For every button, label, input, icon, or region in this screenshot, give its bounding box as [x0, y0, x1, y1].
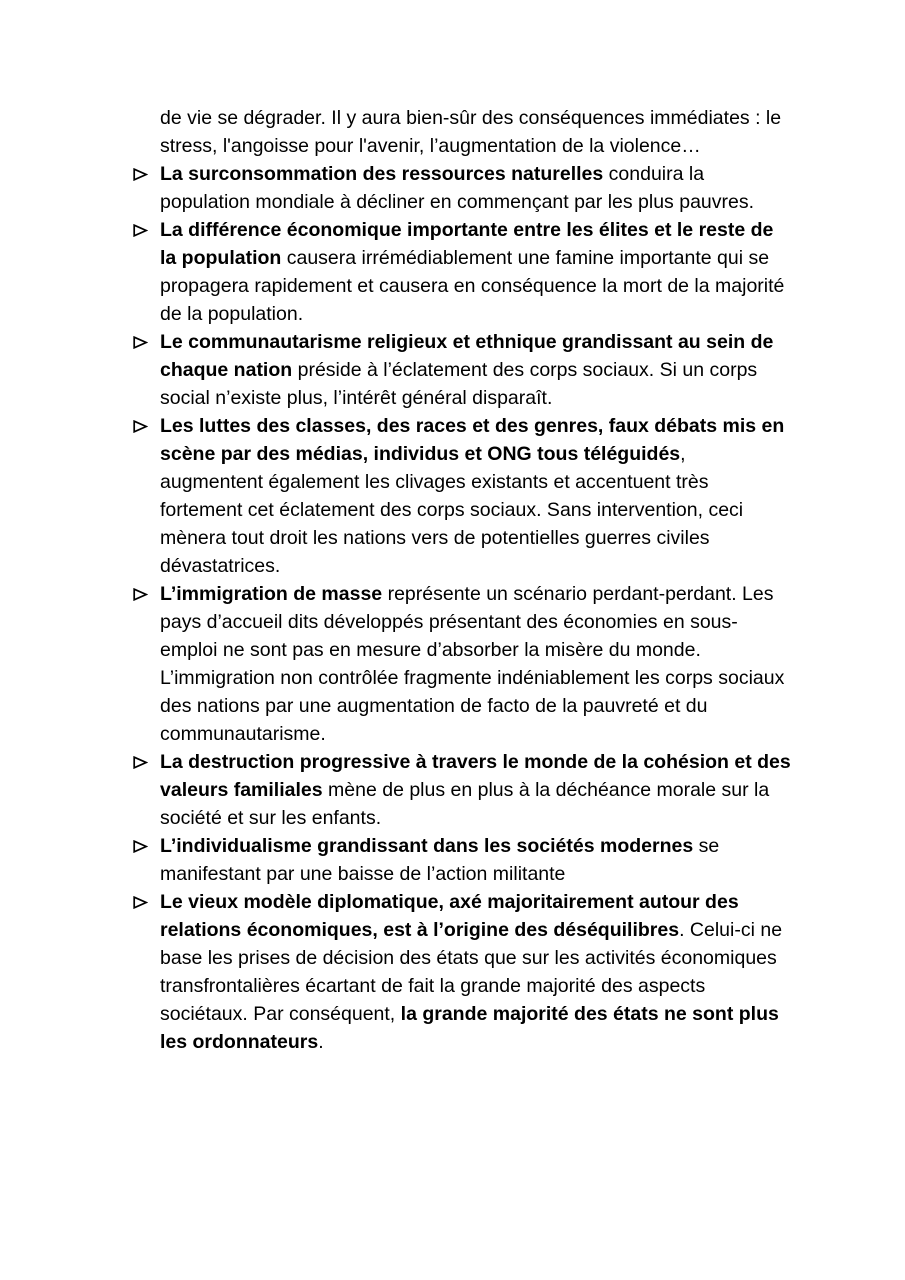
- bullet-arrow-icon: [133, 336, 148, 349]
- bold-text-run: Le communautarisme religieux et ethnique grandissant au sein de chaque nation: [160, 331, 774, 381]
- bold-text-run: L’individualisme grandissant dans les sociétés modernes: [160, 835, 694, 857]
- text-run-group: [160, 891, 782, 1053]
- text-run: causera irrémédiablement une famine importante qui se propagera rapidement et causera en conséquence la mort de la majorité de la population.: [160, 247, 785, 325]
- text-run: se manifestant par une baisse de l’action militante: [160, 835, 720, 885]
- bullet-arrow-icon: [133, 840, 148, 853]
- bold-text-run: la grande majorité des états ne sont plus les ordonnateurs: [160, 1003, 779, 1053]
- text-run: de vie se dégrader. Il y aura bien-sûr des conséquences immédiates : le stress, l'angoisse pour l'avenir, l’augmentation de la violence…: [160, 107, 782, 157]
- text-run-group: [160, 415, 784, 577]
- bullet-arrow-icon: [133, 168, 148, 181]
- bullet-arrow-icon: [133, 420, 148, 433]
- text-run: mène de plus en plus à la déchéance morale sur la société et sur les enfants.: [160, 779, 770, 829]
- bold-text-run: La différence économique importante entre les élites et le reste de la population: [160, 219, 774, 269]
- text-run-group: [160, 331, 773, 409]
- bullet-arrow-icon: [133, 896, 148, 909]
- text-run-group: [160, 163, 754, 213]
- bold-text-run: Les luttes des classes, des races et des genres, faux débats mis en scène par des médias, individus et ONG tous téléguidés: [160, 415, 785, 465]
- bullet-item: [133, 888, 793, 1056]
- content-blocks: [133, 104, 793, 1056]
- bold-text-run: La destruction progressive à travers le monde de la cohésion et des valeurs familiales: [160, 751, 791, 801]
- bullet-arrow-icon: [133, 588, 148, 601]
- bullet-item: [133, 160, 793, 216]
- text-run: conduira la population mondiale à décliner en commençant par les plus pauvres.: [160, 163, 755, 213]
- bullet-item: [133, 832, 793, 888]
- bullet-item: [133, 412, 793, 580]
- bullet-item: [133, 216, 793, 328]
- text-run: préside à l’éclatement des corps sociaux. Si un corps social n’existe plus, l’intérêt général disparaît.: [160, 359, 758, 409]
- bullet-item: [133, 748, 793, 832]
- text-run-group: [160, 583, 784, 745]
- paragraph-continuation: [133, 104, 793, 160]
- text-run-group: [160, 751, 791, 829]
- bullet-arrow-icon: [133, 224, 148, 237]
- text-run: , augmentent également les clivages existants et accentuent très fortement cet éclatement des corps sociaux. Sans intervention, ceci mènera tout droit les nations vers de potentielles guerres civiles dévastatrices.: [160, 443, 744, 577]
- text-run-group: [160, 107, 781, 157]
- text-run: représente un scénario perdant-perdant. Les pays d’accueil dits développés présentant des économies en sous-emploi ne sont pas en mesure d’absorber la misère du monde. L’immigration non contrôlée fragmente indéniablement les corps sociaux des nations par une augmentation de facto de la pauvreté et du communautarisme.: [160, 583, 785, 745]
- text-run-group: [160, 219, 784, 325]
- bullet-item: [133, 580, 793, 748]
- text-run-group: [160, 835, 719, 885]
- text-run: . Celui-ci ne base les prises de décision des états que sur les activités économiques transfrontalières écartant de fait la grande majorité des aspects sociétaux. Par conséquent,: [160, 919, 783, 1025]
- document-page: [133, 104, 793, 1056]
- bold-text-run: L’immigration de masse: [160, 583, 383, 605]
- bullet-arrow-icon: [133, 756, 148, 769]
- bullet-item: [133, 328, 793, 412]
- bold-text-run: Le vieux modèle diplomatique, axé majoritairement autour des relations économiques, est à l’origine des déséquilibres: [160, 891, 739, 941]
- text-run: .: [318, 1031, 324, 1053]
- bold-text-run: La surconsommation des ressources naturelles: [160, 163, 604, 185]
